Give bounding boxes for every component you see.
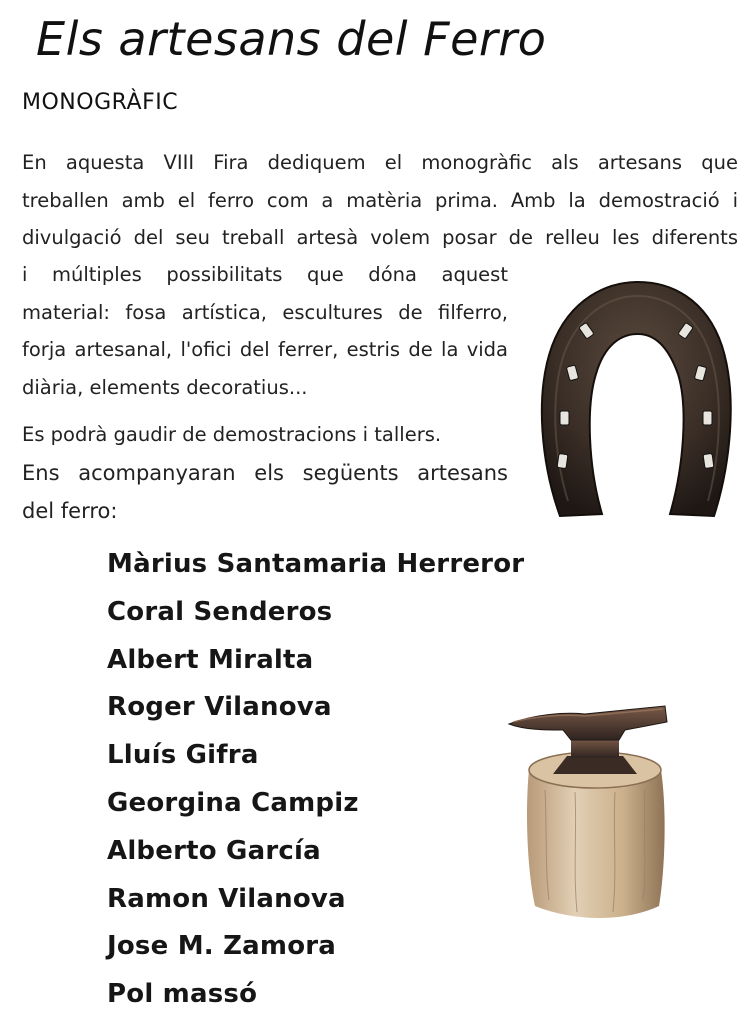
demonstrations-paragraph: Es podrà gaudir de demostracions i tallers. [22, 423, 442, 446]
artisan-name: Roger Vilanova [107, 692, 332, 723]
horseshoe-icon [538, 276, 734, 522]
anvil-icon [505, 700, 685, 922]
intro-line: En aquesta VIII Fira dediquem el monogràfic als artesans que [22, 151, 738, 174]
page-title: Els artesans del Ferro [36, 12, 547, 66]
intro-line: divulgació del seu treball artesà volem posar de relleu les diferents [22, 226, 738, 249]
artisan-name: Pol massó [107, 979, 258, 1010]
artisan-name: Màrius Santamaria Herreror [107, 549, 525, 579]
intro-paragraph [22, 144, 738, 257]
artisan-name: Ramon Vilanova [107, 883, 346, 914]
intro-line: treballen amb el ferro com a matèria prima. Amb la demostració i [22, 188, 738, 212]
artisans-intro-line: Ens acompanyaran els següents artesans [22, 461, 508, 485]
artisan-name: Georgina Campiz [107, 787, 359, 818]
intro-wrap-line: i múltiples possibilitats que dóna aquest [22, 263, 508, 286]
intro-wrap-line: forja artesanal, l'ofici del ferrer, estris de la vida [22, 338, 508, 361]
artisan-name: Jose M. Zamora [107, 931, 337, 962]
artisan-name: Albert Miralta [107, 644, 314, 675]
intro-wrap-line: material: fosa artística, escultures de filferro, [22, 300, 508, 324]
artisan-name: Lluís Gifra [107, 740, 259, 771]
artisan-name: Coral Senderos [107, 596, 333, 627]
artisan-name: Alberto García [107, 835, 321, 866]
artisans-list [107, 541, 524, 1019]
section-subtitle: MONOGRÀFIC [22, 90, 179, 115]
intro-wrap-line: diària, elements decoratius... [22, 375, 308, 399]
artisans-intro-line: del ferro: [22, 499, 118, 523]
intro-paragraph-wrap [22, 256, 508, 406]
artisans-intro-paragraph [22, 454, 508, 530]
